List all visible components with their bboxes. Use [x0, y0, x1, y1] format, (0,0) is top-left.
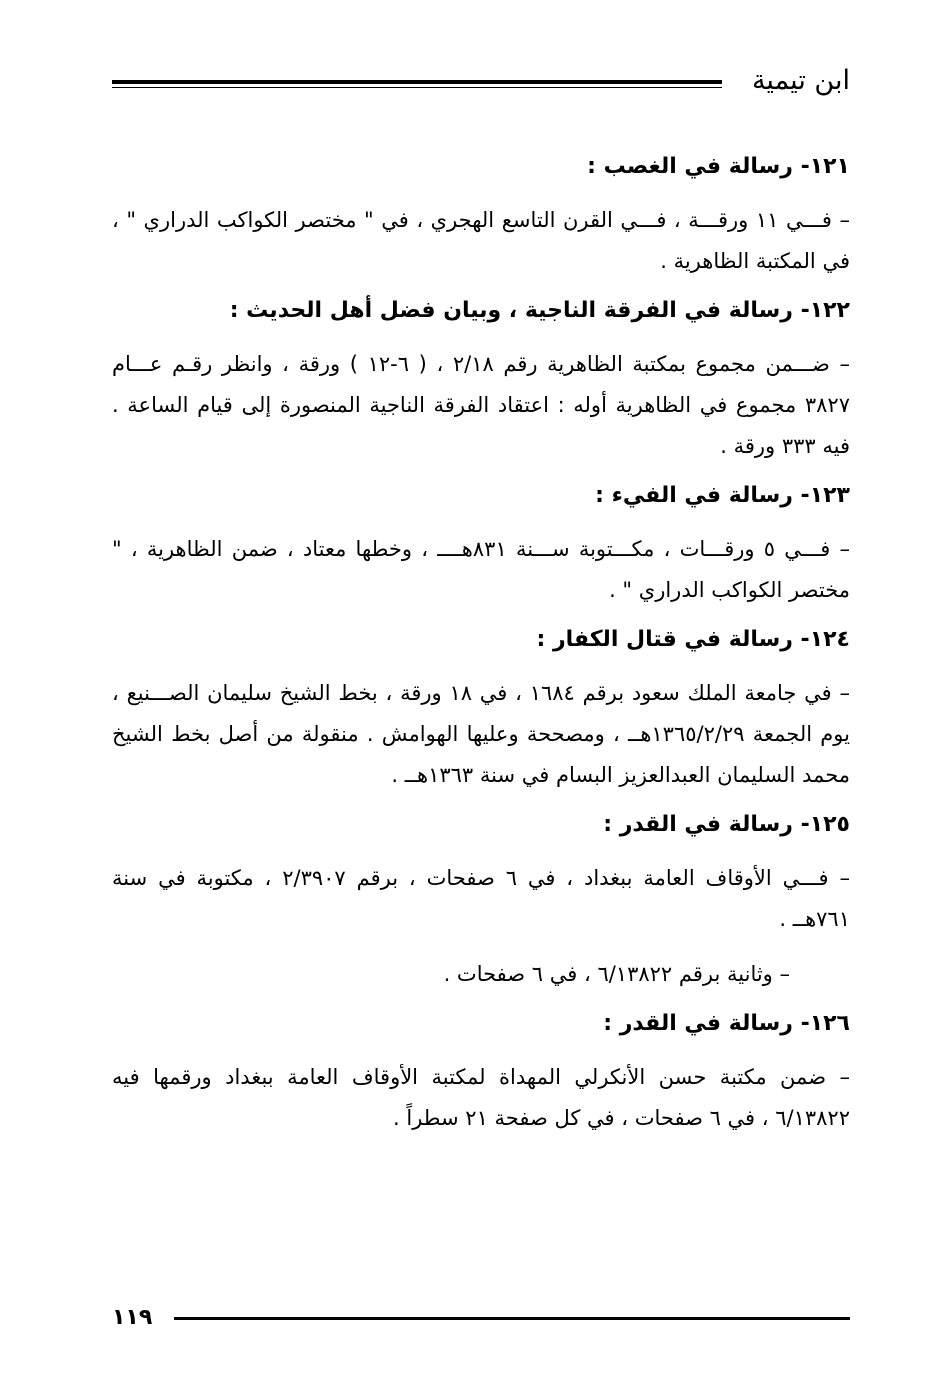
page-body — [112, 140, 850, 1153]
entry-title: ١٢٢- رسالة في الفرقة الناجية ، وبيان فضل أهل الحديث : — [229, 298, 850, 323]
entry-title: ١٢٦- رسالة في القدر : — [603, 1011, 850, 1036]
entry-125 — [112, 810, 850, 995]
entry-122 — [112, 296, 850, 467]
entry-title: ١٢٤- رسالة في قتال الكفار : — [536, 627, 850, 652]
entry-text: – ضـــمن مجموع بمكتبة الظاهرية رقم ٢/١٨ ، ( ٦-١٢ ) ورقة ، وانظر رقـم عـــام ٣٨٢٧ مجموع في الظاهرية أوله : اعتقاد الفرقة الناجية المنصورة إلى قيام الساعة . فيه ٣٣٣ ورقة . — [112, 352, 850, 458]
entry-title: ١٢١- رسالة في الغصب : — [587, 154, 850, 179]
entry-text: – في جامعة الملك سعود برقم ١٦٨٤ ، في ١٨ ورقة ، بخط الشيخ سليمان الصـــنيع ، يوم الجمعة ١٣٦٥/٢/٢٩هــ ، ومصححة وعليها الهوامش . منقولة من أصل بخط الشيخ محمد السليمان العبدالعزيز البسام في سنة ١٣٦٣هــ . — [112, 681, 850, 787]
entry-text: – ضمن مكتبة حسن الأنكرلي المهداة لمكتبة الأوقاف العامة ببغداد ورقمها فيه ٦/١٣٨٢٢ ، في ٦ صفحات ، في كل صفحة ٢١ سطراً . — [112, 1065, 850, 1130]
entry-121 — [112, 152, 850, 282]
running-title: ابن تيمية — [751, 65, 850, 96]
entry-title: ١٢٣- رسالة في الفيء : — [595, 483, 850, 508]
entry-text: – فـــي ٥ ورقـــات ، مكـــتوبة ســـنة ٨٣١هــــ ، وخطها معتاد ، ضمن الظاهرية ، " مختصر الكواكب الدراري " . — [112, 537, 850, 602]
entry-text: – فـــي الأوقاف العامة ببغداد ، في ٦ صفحات ، برقم ٢/٣٩٠٧ ، مكتوبة في سنة ٧٦١هــ . — [112, 866, 850, 931]
entry-title: ١٢٥- رسالة في القدر : — [603, 812, 850, 837]
page-number: ١١٩ — [112, 1305, 153, 1330]
footer-rule — [174, 1317, 850, 1320]
entry-124 — [112, 625, 850, 796]
entry-126 — [112, 1009, 850, 1139]
running-header — [110, 62, 850, 102]
entry-123 — [112, 481, 850, 611]
page-footer — [112, 1303, 850, 1337]
entry-text: – فـــي ١١ ورقـــة ، فـــي القرن التاسع الهجري ، في " مختصر الكواكب الدراري " ، في المكتبة الظاهرية . — [112, 208, 850, 273]
entry-text: – وثانية برقم ٦/١٣٨٢٢ ، في ٦ صفحات . — [443, 962, 790, 986]
header-rule — [112, 80, 722, 88]
